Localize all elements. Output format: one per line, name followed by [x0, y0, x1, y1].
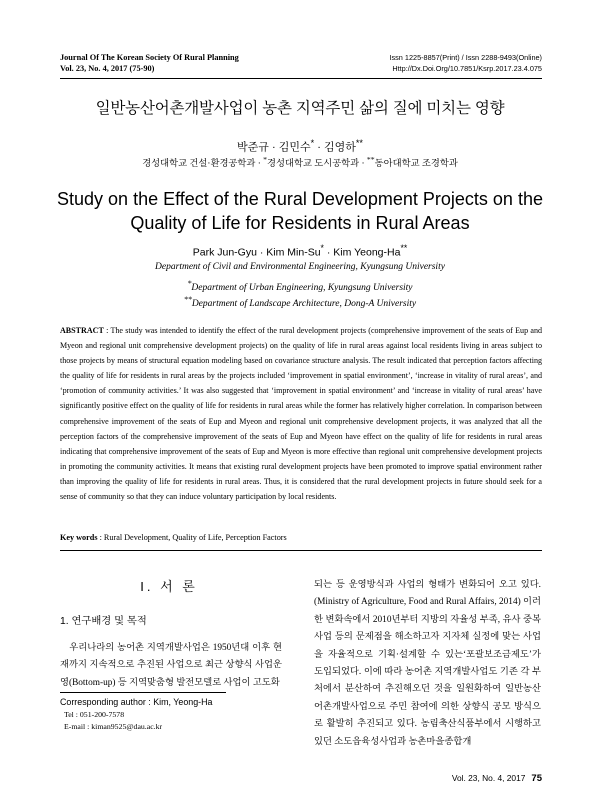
- english-author: Kim Min-Su: [266, 246, 321, 259]
- english-affiliation-3: **Department of Landscape Architecture, Dong-A University: [183, 295, 417, 310]
- page-footer: [452, 773, 542, 784]
- abstract: ABSTRACT : The study was intended to identify the effect of the rural development projects (comprehensive improvement of the seats of Eup and Myeon and regional unit comprehensive development projects) on the quality of life in rural areas against local residents living in areas subject to those projects by means of structural equation modeling based on covariance structure analysis. The result indicated that perception factors affecting the quality of life for residents in rural areas by the projects included ‘improvement in spatial environment’, ‘increase in vitality of rural areas’, and ‘promotion of community activities.’ It was also suggested that ‘improvement in spatial environment’ and ‘increase in vitality of rural areas’ have significantly positive effect on the quality of life for residents in rural areas while the former has relatively higher correlation. In comparison between comprehensive improvement of the seats of Eup and Myeon and regional unit comprehensive development projects, it was analyzed that all the perception factors of the comprehensive improvement of the seats of Eup and Myeon have effect on the quality of life for residents in rural areas indicating that comprehensive improvement of the seats of Eup and Myeon is more effective than regional unit comprehensive development projects in promoting the community activities. It means that existing rural development projects have been promoted to improve spatial environment rather than improving the quality of life for residents in rural areas. Thus, it is considered that the rural development projects in future should seek for a sense of community so that they can induce voluntary participation by local residents.: [60, 326, 542, 502]
- header-divider: [60, 78, 542, 79]
- author-email[interactable]: E-mail : kiman9525@dau.ac.kr: [64, 722, 163, 731]
- footnote-divider: [60, 692, 226, 693]
- identifier-header: [389, 52, 542, 74]
- footnote: [60, 696, 212, 734]
- korean-affiliations: 경성대학교 건설·환경공학과 · *경성대학교 도시공학과 · **동아대학교 조경학과: [142, 155, 458, 170]
- author-phone: Tel : 051-200-7578: [64, 709, 125, 719]
- english-author: Park Jun-Gyu: [192, 246, 257, 259]
- subsection-heading: 1. 연구배경 및 목적: [60, 616, 147, 627]
- section-title: 서 론: [160, 579, 198, 594]
- korean-title: 일반농산어촌개발사업이 농촌 지역주민 삶의 질에 미치는 영향: [95, 100, 505, 117]
- keywords-text: Rural Development, Quality of Life, Perception Factors: [103, 533, 287, 542]
- section-heading: [60, 576, 278, 595]
- korean-affiliation: 동아대학교 조경학과: [374, 159, 458, 170]
- section-number: I.: [140, 579, 154, 594]
- korean-affiliation: 경성대학교 건설·환경공학과: [142, 159, 256, 170]
- korean-author: 박준규: [237, 141, 269, 154]
- english-authors: Park Jun-Gyu · Kim Min-Su* · Kim Yeong-Ha**: [192, 243, 408, 259]
- korean-authors: 박준규 · 김민수* · 김영하**: [237, 138, 363, 154]
- journal-volume: Vol. 23, No. 4, 2017 (75-90): [60, 64, 155, 73]
- keywords-label: Key words: [60, 533, 98, 542]
- doi-link[interactable]: Http://Dx.Doi.Org/10.7851/Ksrp.2017.23.4.075: [392, 64, 542, 73]
- abstract-label: ABSTRACT: [60, 326, 104, 335]
- page-number: 75: [531, 773, 542, 784]
- body-left-column: [60, 640, 282, 692]
- keywords: Key words : Rural Development, Quality of Life, Perception Factors: [60, 533, 287, 542]
- abstract-text: The study was intended to identify the effect of the rural development projects (comprehensive improvement of the seats of Eup and Myeon and regional unit comprehensive development projects) on the quality of life in rural areas against local residents living in areas subject to those projects by means of structural equation modeling based on covariance structure analysis. The result indicated that perception factors affecting the quality of life for residents in rural areas by the projects included ‘improvement in spatial environment’, ‘increase in vitality of rural areas’, and ‘promotion of community activities.’ It was also suggested that ‘improvement in spatial environment’ and ‘increase in vitality of rural areas’ have significantly positive effect on the quality of life for residents in rural areas while the former has relatively higher correlation. In comparison between comprehensive improvement of the seats of Eup and Myeon and regional unit comprehensive development projects, it was analyzed that all the perception factors of the comprehensive improvement of the seats of Eup and Myeon have effect on the quality of life for residents in rural areas indicating that comprehensive improvement of the seats of Eup and Myeon is more effective than regional unit comprehensive development projects in promoting the community activities. It means that existing rural development projects have been promoted to improve spatial environment rather than improving the quality of life for residents in rural areas. Thus, it is considered that the rural development projects in future should seek for a sense of community so that they can induce voluntary participation by local residents.: [60, 326, 542, 502]
- journal-header: [60, 52, 239, 74]
- corresponding-author: Corresponding author : Kim, Yeong-Ha: [60, 697, 213, 707]
- footer-issue: Vol. 23, No. 4, 2017: [451, 773, 526, 783]
- korean-author: 김영하: [323, 141, 356, 154]
- keywords-divider: [60, 550, 542, 551]
- english-affiliation-2: *Department of Urban Engineering, Kyungsung University: [187, 279, 413, 294]
- body-right-column: [314, 577, 541, 751]
- korean-affiliation: 경성대학교 도시공학과: [267, 159, 360, 170]
- issn: Issn 1225-8857(Print) / Issn 2288-9493(Online): [389, 53, 542, 62]
- korean-author: 김민수: [278, 141, 311, 154]
- english-affiliation-1: Department of Civil and Environmental Engineering, Kyungsung University: [155, 262, 445, 272]
- body-paragraph: 되는 등 운영방식과 사업의 형태가 변화되어 오고 있다.(Ministry of Agriculture, Food and Rural Affairs, 2014) 이러한 변화속에서 2010년부터 지방의 자율성 부족, 유사 중복사업 등의 문제점을 해소하고자 지자체 실정에 맞는 사업을 자율적으로 기획·설계할 수 있는‘포괄보조금제도’가 도입되었다. 이에 따라 농어촌 지역개발사업도 기존 각 부처에서 분산하여 추진해오던 것을 일원화하여 일반농산어촌개발사업으로 주민 참여에 의한 상향식 공모 방식으로 활발히 추진되고 있다. 농림축산식품부에서 시행하고 있던 소도읍육성사업과 농촌마을종합개: [314, 580, 541, 747]
- english-title: Study on the Effect of the Rural Development Projects on the Quality of Life for Residents in Rural Areas: [57, 189, 543, 233]
- english-author: Kim Yeong-Ha: [333, 246, 401, 259]
- body-paragraph: 우리나라의 농어촌 지역개발사업은 1950년대 이후 현재까지 지속적으로 추진된 사업으로 최근 상향식 사업운영(Bottom-up) 등 지역맞춤형 발전모델로 사업이 고도화: [60, 643, 282, 688]
- journal-name: Journal Of The Korean Society Of Rural Planning: [60, 53, 239, 62]
